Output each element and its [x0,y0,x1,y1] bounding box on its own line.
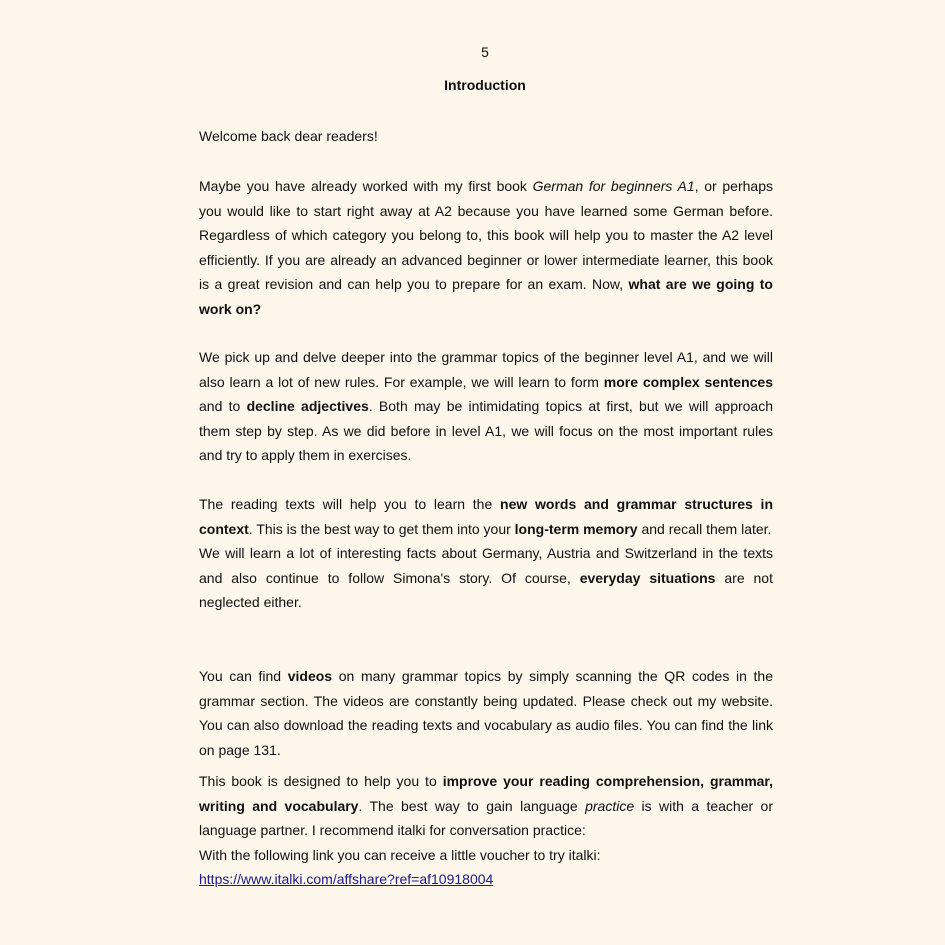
paragraph-text [199,124,773,149]
text-segment: With the following link you can receive a little voucher to try italki: [199,846,601,863]
text-segment: We pick up and delve deeper into the grammar topics of the beginner level A1, and we will also learn a lot of new rules. For example, we will learn to form [199,349,773,390]
text-segment: The reading texts will help you to learn the [199,496,501,512]
paragraph-text [199,492,773,541]
paragraph-videos [199,664,773,762]
paragraph-reading-texts [199,492,773,615]
page-number: 5 [481,44,489,60]
bold-text: what are we going to work on? [199,276,773,317]
text-segment: You can find [199,668,288,684]
bold-text: long-term memory [514,520,638,537]
paragraph-text [199,664,773,762]
paragraph-text [199,541,773,615]
paragraph-text [199,867,773,892]
text-segment: is with a teacher or language partner. I recommend italki for conversation practice: [199,797,774,838]
bold-text: more complex sentences [603,373,774,390]
text-segment: . This is the best way to get them into your [248,520,515,537]
paragraph-text [199,769,773,843]
paragraph-welcome [199,124,773,149]
italic-text: practice [585,797,635,814]
page-heading: Introduction [444,77,526,93]
text-segment: are not neglected either. [199,569,773,610]
text-segment: This book is designed to help you to [199,773,443,789]
paragraph-text [199,843,773,868]
bold-text: everyday situations [579,569,716,586]
bold-text: new words and grammar structures in context [199,496,773,537]
paragraph-book-purpose [199,769,773,892]
text-segment: We will learn a lot of interesting facts about Germany, Austria and Switzerland in the texts and also continue to follow Simona's story. Of course, [199,545,773,586]
text-segment: . Both may be intimidating topics at first, but we will approach them step by step. As we did before in level A1, we will focus on the most important rules and try to apply them in exercises. [199,398,773,463]
text-segment: and recall them later. [637,520,772,537]
text-segment: and to [199,398,247,414]
paragraph-text [199,174,773,321]
paragraph-intro [199,174,773,321]
italki-link[interactable]: https://www.italki.com/affshare?ref=af10918004 [199,871,494,887]
text-segment: . The best way to gain language [358,797,586,814]
bold-text: improve your reading comprehension, grammar, writing and vocabulary [199,773,773,814]
paragraph-grammar-topics [199,345,773,468]
bold-text: decline adjectives [246,398,369,414]
bold-text: videos [287,668,333,684]
text-segment: , or perhaps you would like to start right away at A2 because you have learned some German before. Regardless of which category you belong to, this book will help you to master the A2 level efficiently. If you are already an advanced beginner or lower intermediate learner, this book is a great revision and can help you to prepare for an exam. Now, [199,178,773,292]
paragraph-text [199,345,773,468]
italic-text: German for beginners A1 [532,178,695,194]
text-segment: Maybe you have already worked with my first book [199,178,533,194]
text-segment: Welcome back dear readers! [199,128,378,144]
text-segment: on many grammar topics by simply scanning the QR codes in the grammar section. The videos are constantly being updated. Please check out my website. You can also download the reading texts and vocabulary as audio files. You can find the link on page 131. [199,668,773,758]
